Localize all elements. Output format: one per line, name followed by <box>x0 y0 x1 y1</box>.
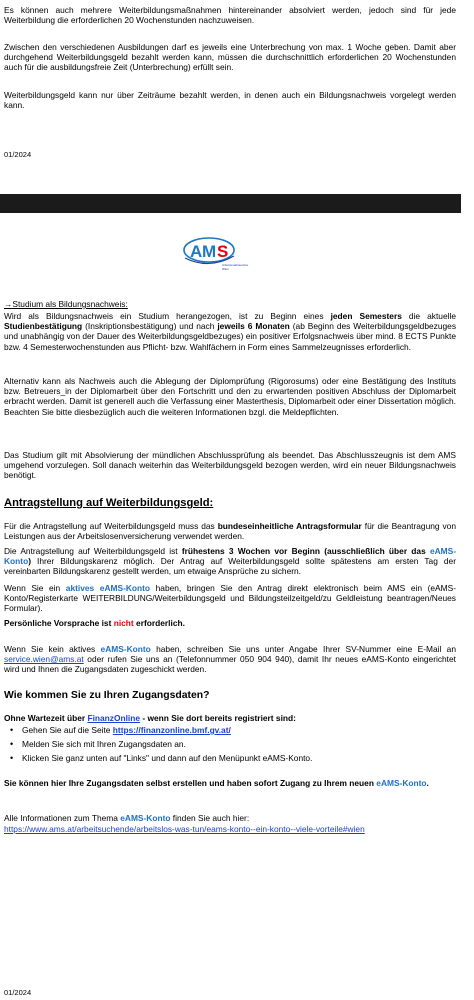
paragraph-unterbrechung: Zwischen den verschiedenen Ausbildungen darf es jeweils eine Unterbrechung von max. 1 Woche geben. Damit aber durchgehend Weiterbildungsgeld bezahlt werden kann, müssen die durchschnittlich erforderlichen 20 Wochenstunden auch für die ausbildungsfreie Zeit (Unterbrechung) erfüllt sein. <box>4 42 456 73</box>
page-footer-date: 01/2024 <box>4 988 32 997</box>
finanzonline-link[interactable]: FinanzOnline <box>87 713 141 723</box>
svg-text:Arbeitsmarktservice: Arbeitsmarktservice <box>222 263 249 267</box>
document-page-2 <box>0 213 461 1000</box>
zugang-steps-list <box>4 725 474 763</box>
paragraph-antragsformular: Für die Antragstellung auf Weiterbildungsgeld muss das bundeseinheitliche Antragsformular für die Beantragung von Leistungen aus der Arbeitslosenversicherung verwendet werden. <box>4 521 457 542</box>
paragraph-diplompruefung: Alternativ kann als Nachweis auch die Ablegung der Diplomprüfung (Rigorosums) oder eine Bestätigung des Instituts bzw. Betreuers_in der Diplomarbeit über den Fortschritt und den zu erwartenden positiven Abschluss der Diplomarbeit erbracht werden. Damit ist generell auch die Verfassung einer Masterthesis, Diplomarbeit oder einer Dissertation möglich. Beachten Sie bitte diesbezüglich auch die weiteren Informationen bzgl. die Meldepflichten. <box>4 376 456 417</box>
paragraph-selbst-erstellen: Sie können hier Ihre Zugangsdaten selbst erstellen und haben sofort Zugang zu Ihrem neuen eAMS-Konto. <box>4 778 429 788</box>
svg-text:M: M <box>202 242 217 261</box>
paragraph-aktives-konto: Wenn Sie ein aktives eAMS-Konto haben, bringen Sie den Antrag direkt elektronisch beim AMS ein (eAMS-Konto/Registerkarte WEITERBILDUNG/Weiterbildungsgeld und Bildungsteilzeitgeld/zu Geldleistung beantragen/Neues Formular). <box>4 583 456 614</box>
paragraph-studium-nachweis: Wird als Bildungsnachweis ein Studium herangezogen, ist zu Beginn eines jeden Semesters die aktuelle Studienbestätigung (Inskriptionsbestätigung) und nach jeweils 6 Monaten (ab Beginn des Weiterbildungsgeldbezuges und unabhängig von der Dauer des Weiterbildungsgeldbezuges) ein positiver Erfolgsnachweis über mind. 8 ECTS Punkte bzw. 4 Semesterwochenstunden aus Pflicht- bzw. Wahlfächern in Form eines Sammelzeugnisses erforderlich. <box>4 311 457 352</box>
paragraph-kein-konto: Wenn Sie kein aktives eAMS-Konto haben, schreiben Sie uns unter Angabe Ihrer SV-Nummer eine E-Mail an service.wien@ams.at oder rufen Sie uns an (Telefonnummer 050 904 940), damit Ihr neues eAMS-Konto eingerichtet wird und Ihnen die Zugangsdaten zugeschickt werden. <box>4 644 456 675</box>
eams-info-link[interactable]: https://www.ams.at/arbeitsuchende/arbeitslos-was-tun/eams-konto--ein-konto--viele-vorteile#wien <box>4 824 365 834</box>
studium-heading: →Studium als Bildungsnachweis: <box>4 299 128 309</box>
antrag-heading: Antragstellung auf Weiterbildungsgeld: <box>4 497 214 509</box>
ams-logo <box>182 236 249 274</box>
list-item: • Klicken Sie ganz unten auf "Links" und dann auf den Menüpunkt eAMS-Konto. <box>22 753 474 764</box>
paragraph-alle-informationen: Alle Informationen zum Thema eAMS-Konto finden Sie auch hier: <box>4 813 250 823</box>
svg-text:A: A <box>190 242 203 261</box>
svg-text:S: S <box>217 242 229 261</box>
paragraph-abschlusspruefung: Das Studium gilt mit Absolvierung der mündlichen Abschlussprüfung als beendet. Das Abschlusszeugnis ist dem AMS umgehend vorzulegen. Soll danach weiterhin das Weiterbildungsgeld bezogen werden, wird ein neuer Bildungsnachweis benötigt. <box>4 450 456 481</box>
page-footer-date: 01/2024 <box>4 150 32 159</box>
document-page-1 <box>0 0 461 194</box>
page-separator <box>0 194 461 213</box>
paragraph-wartezeit: Ohne Wartezeit über FinanzOnline - wenn Sie dort bereits registriert sind: <box>4 713 296 723</box>
finanzonline-url-link[interactable]: https://finanzonline.bmf.gv.at/ <box>112 725 231 735</box>
paragraph-weiterbildungsmassnahmen: Es können auch mehrere Weiterbildungsmaßnahmen hintereinander absolviert werden, jedoch sind für jede Weiterbildung die erforderlichen 20 Wochenstunden nachzuweisen. <box>4 5 456 26</box>
list-item: • Gehen Sie auf die Seite https://finanzonline.bmf.gv.at/ <box>22 725 474 736</box>
zugang-heading: Wie kommen Sie zu Ihren Zugangsdaten? <box>4 690 210 701</box>
paragraph-zeitraeume: Weiterbildungsgeld kann nur über Zeiträume bezahlt werden, in denen auch ein Bildungsnachweis vorgelegt werden kann. <box>4 90 456 111</box>
paragraph-vorsprache: Persönliche Vorsprache ist nicht erforderlich. <box>4 618 185 628</box>
list-item: • Melden Sie sich mit Ihren Zugangsdaten an. <box>22 739 474 750</box>
svg-text:Wien: Wien <box>222 267 229 271</box>
email-link[interactable]: service.wien@ams.at <box>4 654 84 665</box>
paragraph-fruehestens: Die Antragstellung auf Weiterbildungsgeld ist frühestens 3 Wochen vor Beginn (ausschließlich über das eAMS-Konto) Ihrer Bildungskarenz möglich. Der Antrag auf Weiterbildungsgeld sollte spätestens am ersten Tag der vereinbarten Bildungskarenz gestellt werden, um etwaige Ansprüche zu sichern. <box>4 546 456 577</box>
